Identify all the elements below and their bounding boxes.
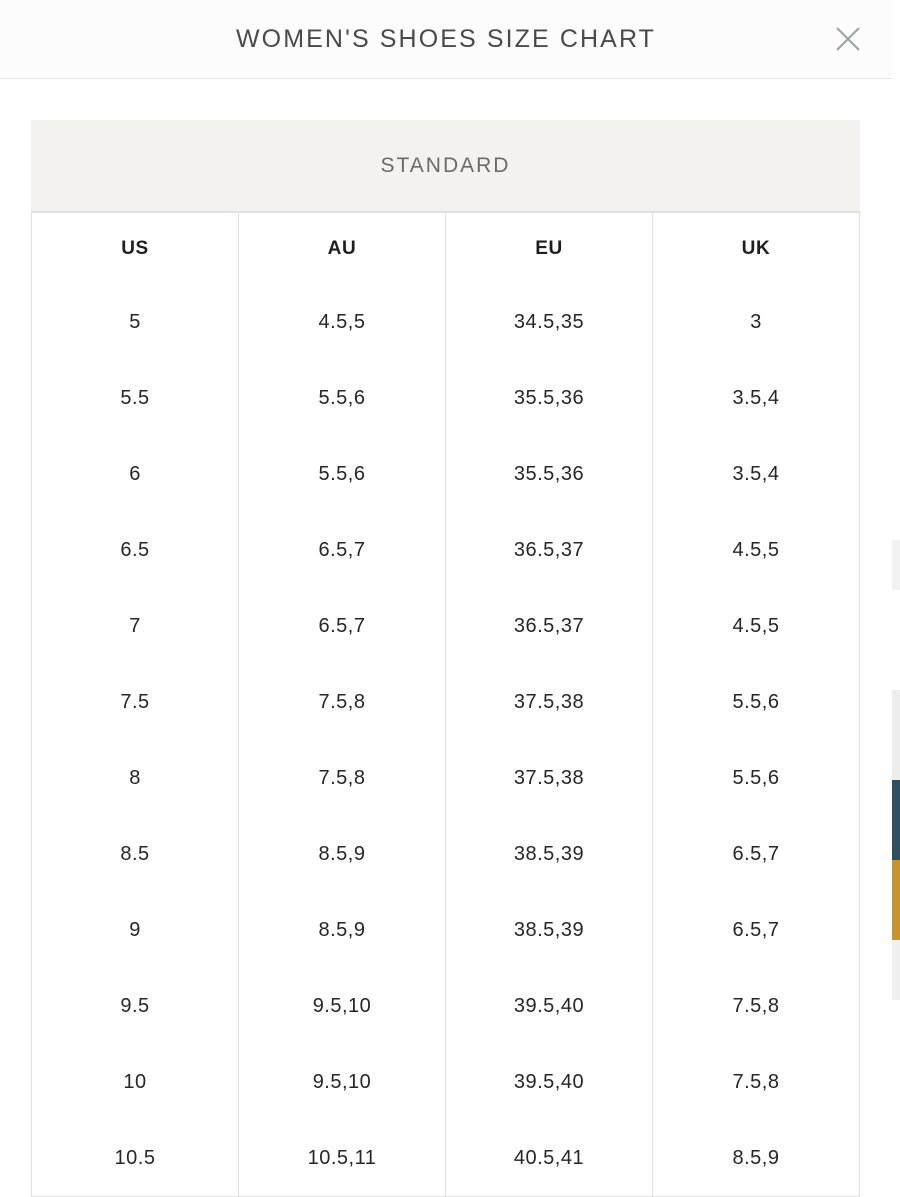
cell-us: 7 [32, 589, 239, 665]
background-strip [892, 940, 900, 1000]
cell-us: 5 [32, 285, 239, 361]
table-row [32, 969, 860, 1045]
cell-au: 7.5,8 [239, 665, 446, 741]
cell-uk: 6.5,7 [732, 919, 780, 941]
cell-au: 8.5,9 [239, 817, 446, 893]
table-row [32, 285, 860, 361]
table-caption: STANDARD [31, 120, 860, 212]
modal-header [0, 0, 892, 79]
cell-uk: 4.5,5 [732, 539, 780, 561]
cell-us: 8 [32, 741, 239, 817]
cell-au: 9.5,10 [239, 969, 446, 1045]
background-strip [892, 780, 900, 860]
cell-au: 8.5,9 [239, 893, 446, 969]
table-row [32, 513, 860, 589]
cell-au: 9.5,10 [239, 1045, 446, 1121]
cell-us: 8.5 [32, 817, 239, 893]
cell-eu: 38.5,39 [446, 893, 653, 969]
cell-eu: 38.5,39 [446, 817, 653, 893]
column-header-uk: UK [741, 237, 771, 259]
page-title: WOMEN'S SHOES SIZE CHART [235, 24, 657, 53]
cell-us: 6.5 [32, 513, 239, 589]
cell-au: 5.5,6 [239, 437, 446, 513]
table-row [32, 1045, 860, 1121]
background-strip [892, 690, 900, 780]
cell-uk: 3 [750, 311, 762, 333]
cell-us: 10 [32, 1045, 239, 1121]
cell-us: 6 [32, 437, 239, 513]
cell-eu: 36.5,37 [446, 589, 653, 665]
table-row [32, 437, 860, 513]
cell-uk: 5.5,6 [732, 767, 780, 789]
cell-eu: 34.5,35 [446, 285, 653, 361]
table-row [32, 589, 860, 665]
cell-uk: 3.5,4 [732, 387, 780, 409]
background-strip [892, 540, 900, 590]
table-row [32, 665, 860, 741]
cell-eu: 40.5,41 [446, 1121, 653, 1197]
cell-uk: 4.5,5 [732, 615, 780, 637]
close-icon[interactable] [826, 17, 870, 61]
cell-uk: 6.5,7 [732, 843, 780, 865]
cell-uk: 5.5,6 [732, 691, 780, 713]
table-row [32, 361, 860, 437]
background-strip [892, 860, 900, 940]
column-header-eu: EU [446, 213, 653, 285]
cell-uk: 7.5,8 [732, 995, 780, 1017]
cell-eu: 37.5,38 [446, 665, 653, 741]
cell-au: 4.5,5 [239, 285, 446, 361]
cell-uk: 8.5,9 [732, 1146, 780, 1169]
cell-eu: 37.5,38 [446, 741, 653, 817]
cell-eu: 36.5,37 [446, 513, 653, 589]
size-chart-table [31, 120, 860, 1197]
cell-eu: 39.5,40 [446, 1045, 653, 1121]
cell-uk: 7.5,8 [732, 1071, 780, 1093]
cell-us: 5.5 [32, 361, 239, 437]
table-body [32, 285, 860, 1197]
cell-au: 7.5,8 [239, 741, 446, 817]
table-row [32, 1121, 860, 1197]
cell-eu: 35.5,36 [446, 437, 653, 513]
cell-uk: 3.5,4 [732, 463, 780, 485]
cell-au: 6.5,7 [239, 513, 446, 589]
table-row [32, 741, 860, 817]
cell-us: 9.5 [32, 969, 239, 1045]
table-header-row [32, 213, 860, 285]
cell-au: 10.5,11 [239, 1121, 446, 1197]
column-header-au: AU [239, 213, 446, 285]
cell-au: 5.5,6 [239, 361, 446, 437]
cell-eu: 39.5,40 [446, 969, 653, 1045]
cell-eu: 35.5,36 [446, 361, 653, 437]
column-header-us: US [32, 213, 239, 285]
cell-us: 10.5 [32, 1121, 239, 1197]
modal-body [0, 79, 892, 1169]
table-row [32, 893, 860, 969]
cell-us: 7.5 [32, 665, 239, 741]
cell-us: 9 [32, 893, 239, 969]
table-head [32, 213, 860, 285]
cell-au: 6.5,7 [239, 589, 446, 665]
table-row [32, 817, 860, 893]
